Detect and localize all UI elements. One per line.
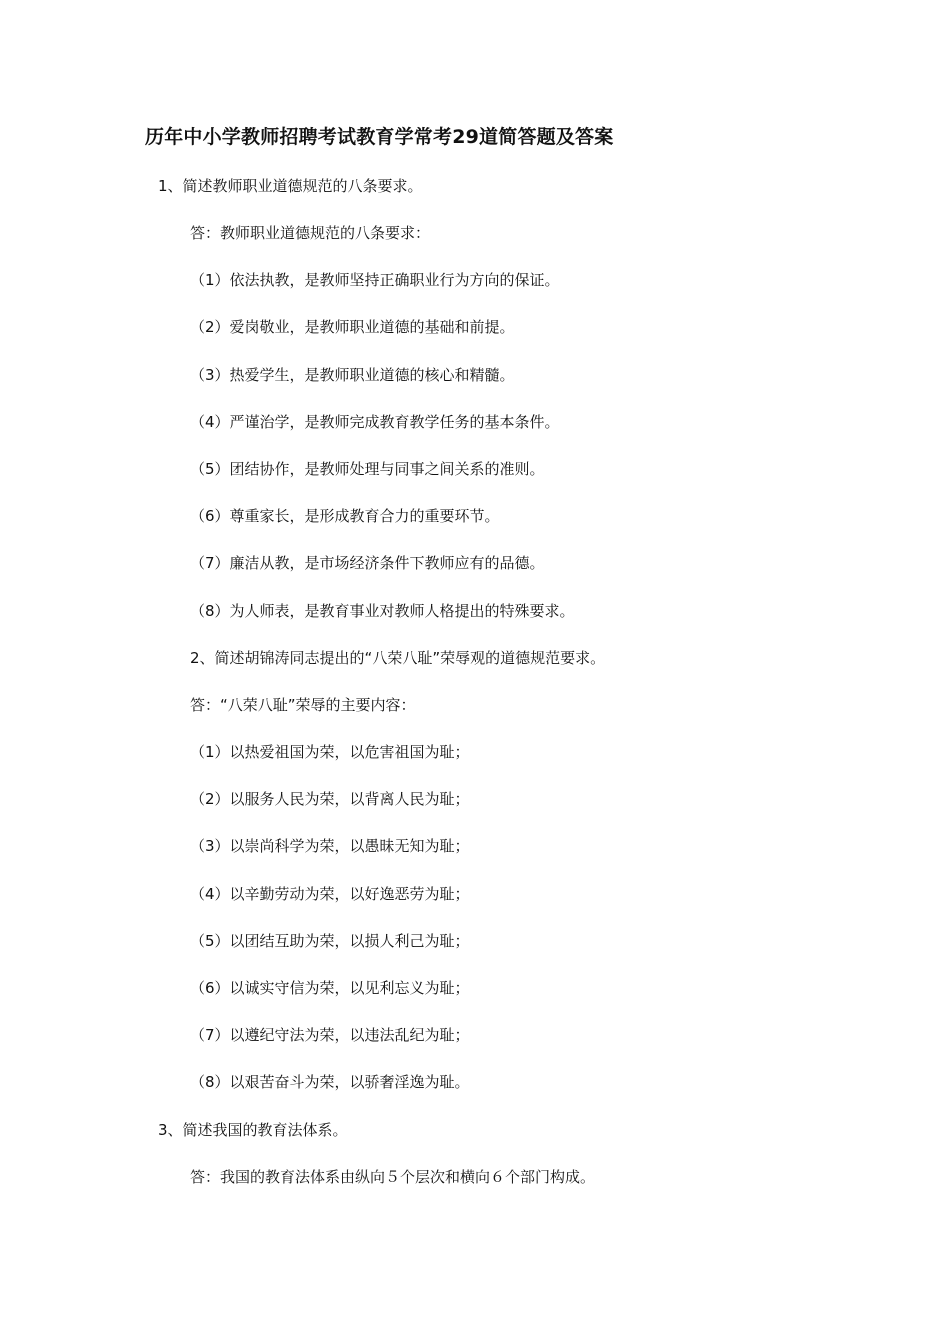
answer-2-item: （8）以艰苦奋斗为荣，以骄奢淫逸为耻。 bbox=[190, 1073, 470, 1091]
answer-2-item: （2）以服务人民为荣，以背离人民为耻； bbox=[190, 790, 470, 808]
answer-1-item: （3）热爱学生，是教师职业道德的核心和精髓。 bbox=[190, 366, 515, 384]
answer-2-item: （5）以团结互助为荣，以损人利己为耻； bbox=[190, 932, 470, 950]
answer-2-item: （1）以热爱祖国为荣，以危害祖国为耻； bbox=[190, 743, 470, 761]
answer-3-intro: 答：我国的教育法体系由纵向５个层次和横向６个部门构成。 bbox=[190, 1168, 596, 1186]
answer-2-item: （4）以辛勤劳动为荣，以好逸恶劳为耻； bbox=[190, 885, 470, 903]
answer-2-item: （6）以诚实守信为荣，以见利忘义为耻； bbox=[190, 979, 470, 997]
question-2: 2、简述胡锦涛同志提出的“八荣八耻”荣辱观的道德规范要求。 bbox=[190, 649, 606, 667]
answer-2-intro: 答：“八荣八耻”荣辱的主要内容： bbox=[190, 696, 416, 714]
answer-1-item: （1）依法执教，是教师坚持正确职业行为方向的保证。 bbox=[190, 271, 560, 289]
question-3: 3、简述我国的教育法体系。 bbox=[158, 1121, 348, 1139]
answer-2-item: （7）以遵纪守法为荣，以违法乱纪为耻； bbox=[190, 1026, 470, 1044]
question-1: 1、简述教师职业道德规范的八条要求。 bbox=[158, 177, 423, 195]
answer-1-item: （5）团结协作，是教师处理与同事之间关系的准则。 bbox=[190, 460, 545, 478]
answer-1-item: （4）严谨治学，是教师完成教育教学任务的基本条件。 bbox=[190, 413, 560, 431]
answer-1-item: （8）为人师表，是教育事业对教师人格提出的特殊要求。 bbox=[190, 602, 575, 620]
document-title: 历年中小学教师招聘考试教育学常考29道简答题及答案 bbox=[145, 126, 614, 148]
answer-1-item: （7）廉洁从教，是市场经济条件下教师应有的品德。 bbox=[190, 554, 545, 572]
answer-1-intro: 答：教师职业道德规范的八条要求： bbox=[190, 224, 431, 242]
answer-2-item: （3）以崇尚科学为荣，以愚昧无知为耻； bbox=[190, 837, 470, 855]
answer-1-item: （6）尊重家长，是形成教育合力的重要环节。 bbox=[190, 507, 500, 525]
answer-1-item: （2）爱岗敬业，是教师职业道德的基础和前提。 bbox=[190, 318, 515, 336]
